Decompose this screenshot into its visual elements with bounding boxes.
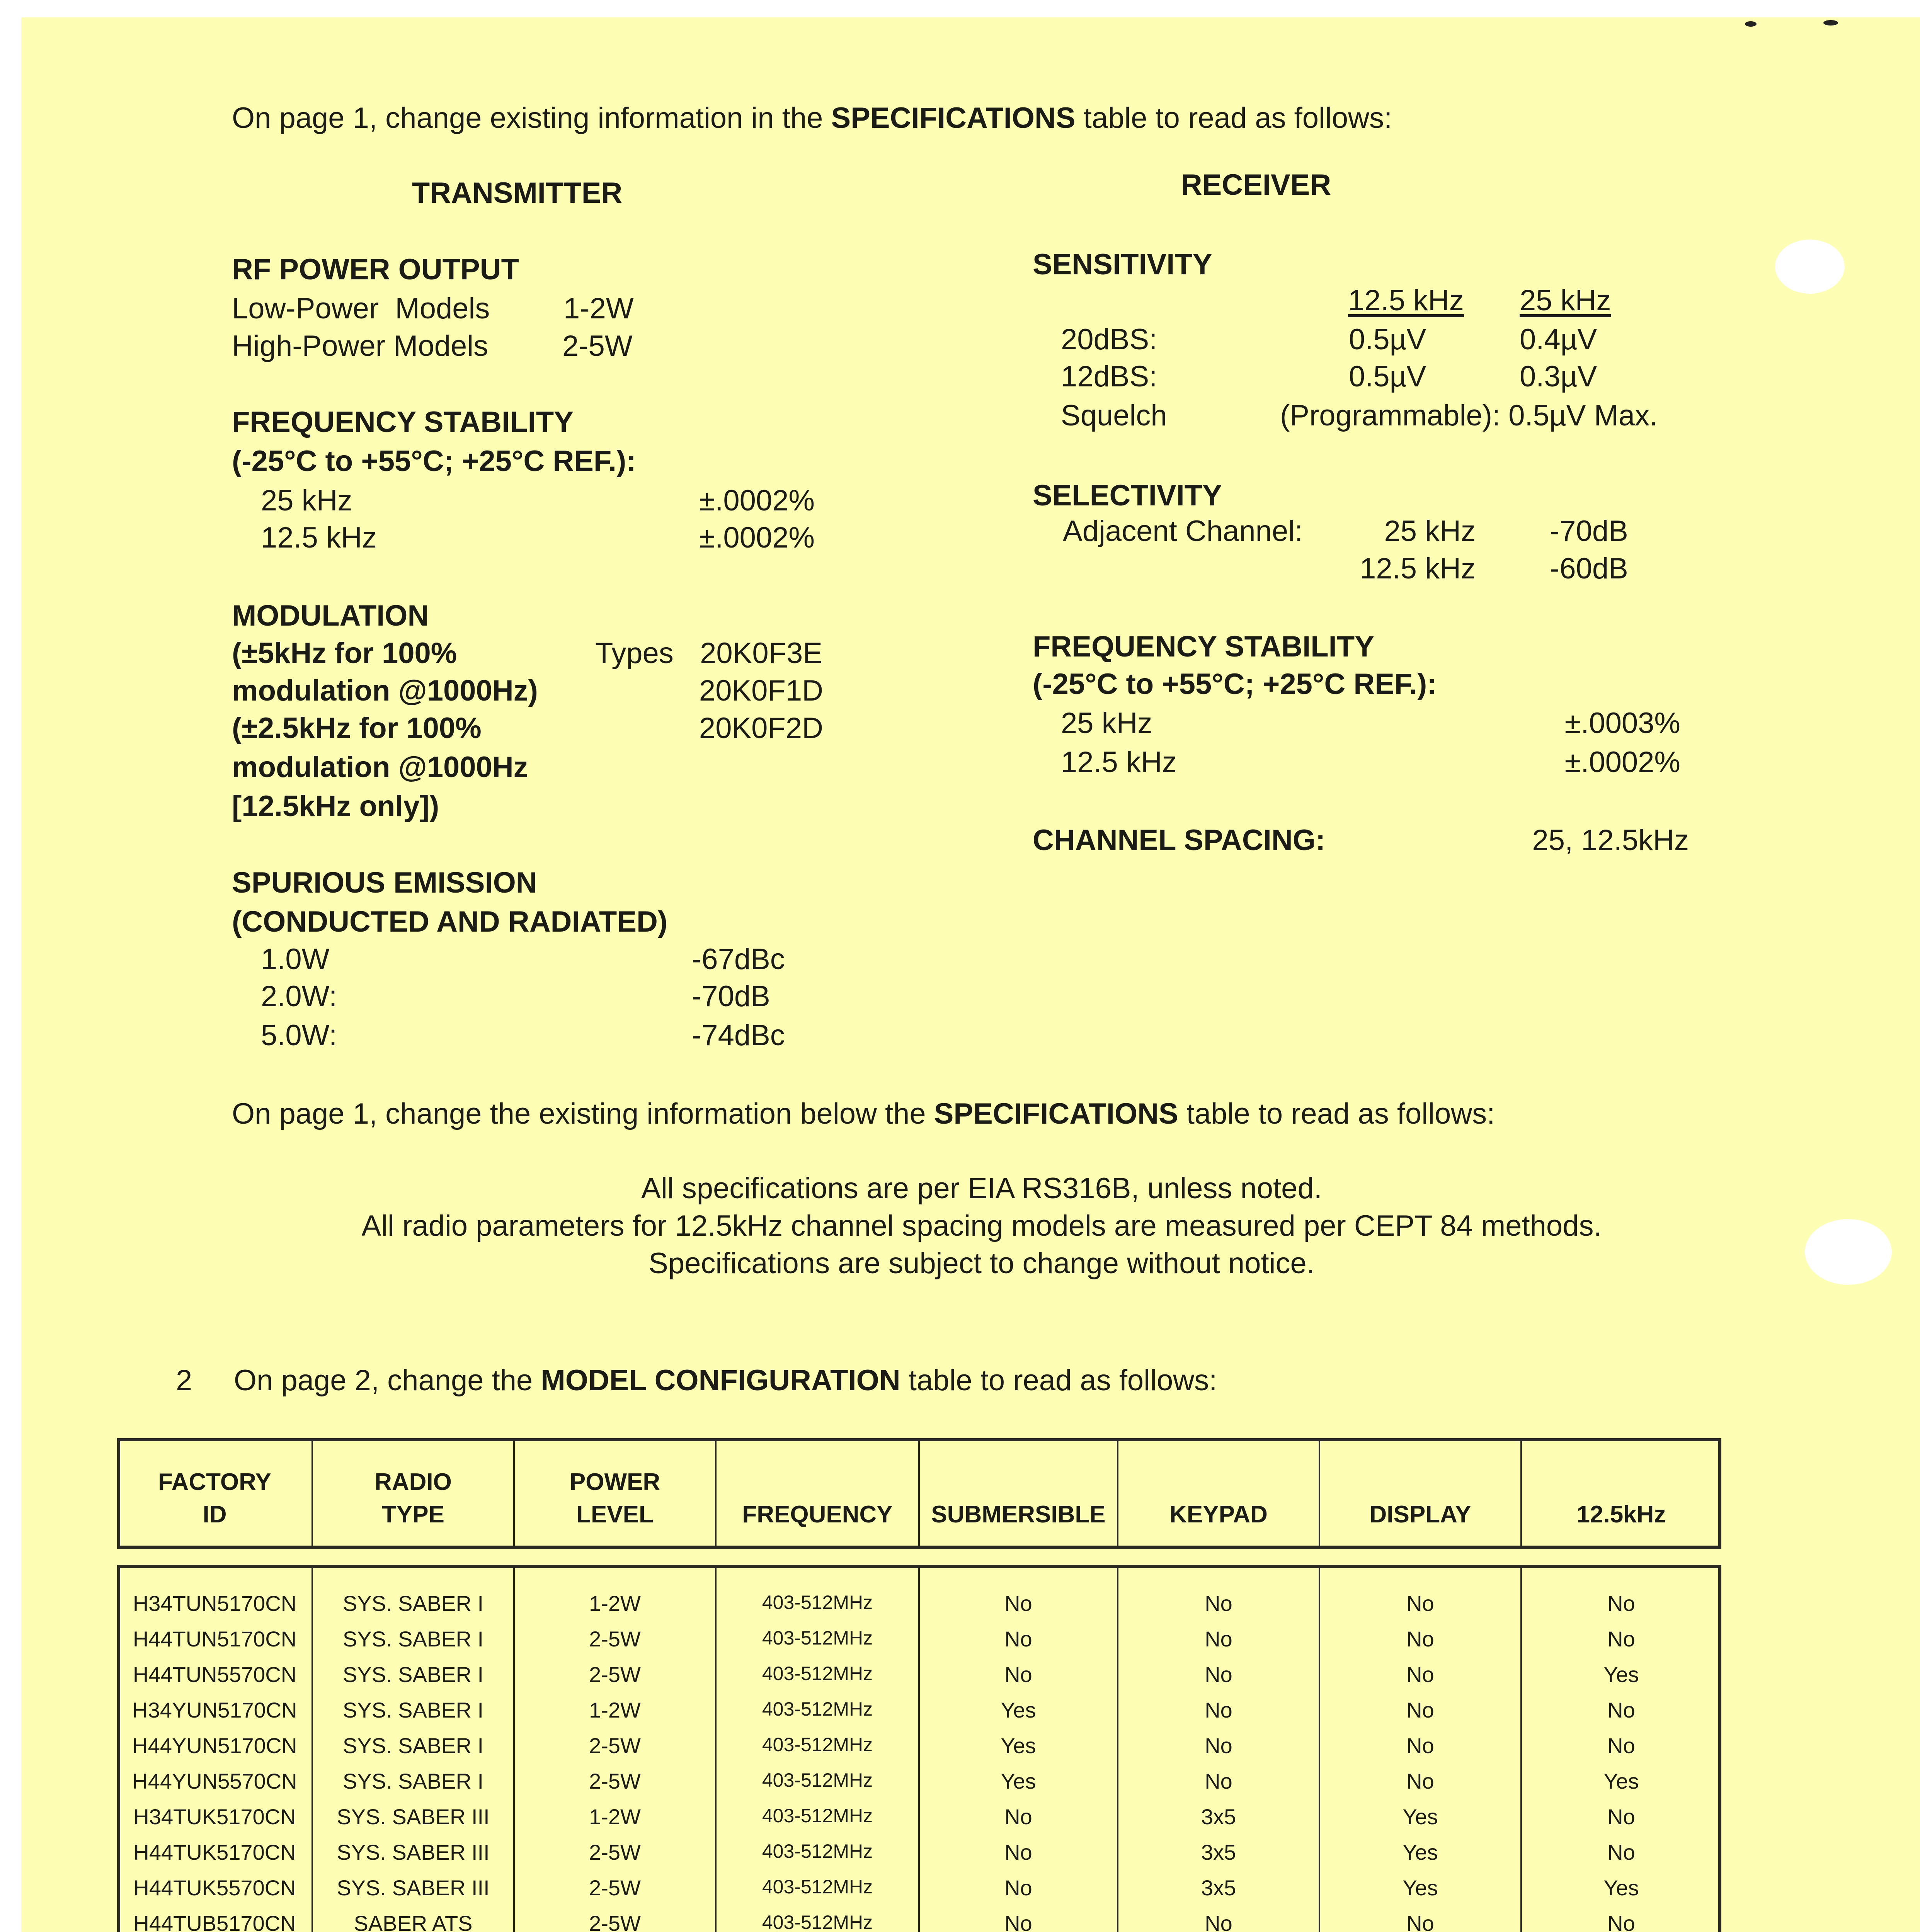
modulation-line: (±2.5kHz for 100% xyxy=(232,712,482,745)
table-cell: SYS. SABER I xyxy=(342,1733,484,1758)
table-cell: Yes xyxy=(1603,1662,1639,1687)
table-column-divider xyxy=(1117,1565,1118,1932)
spec-label: 25 kHz xyxy=(1061,707,1152,740)
table-cell: SYS. SABER I xyxy=(342,1627,484,1651)
modulation-line: modulation @1000Hz) xyxy=(232,674,538,707)
tx-frequency-stability-subtitle: (-25°C to +55°C; +25°C REF.): xyxy=(232,445,636,478)
table-cell: No xyxy=(1205,1911,1232,1932)
table-cell: Yes xyxy=(1603,1769,1639,1793)
spec-note: Specifications are subject to change without notice. xyxy=(649,1247,1315,1280)
table-column-divider xyxy=(311,1565,313,1932)
table-column-header: DISPLAY xyxy=(1369,1501,1471,1528)
table-column-header: KEYPAD xyxy=(1169,1501,1268,1528)
table-column-divider xyxy=(1117,1438,1118,1549)
table-cell: No xyxy=(1004,1876,1032,1900)
spec-label: 12dBS: xyxy=(1061,360,1157,393)
table-cell: No xyxy=(1607,1911,1635,1932)
table-cell: 2-5W xyxy=(589,1840,641,1864)
spec-label: 1.0W xyxy=(261,943,330,976)
table-column-divider xyxy=(311,1438,313,1549)
table-cell: No xyxy=(1205,1698,1232,1722)
table-cell: H44YUN5570CN xyxy=(132,1769,297,1793)
table-cell: No xyxy=(1406,1769,1434,1793)
table-column-divider xyxy=(1520,1438,1522,1549)
table-column-header: SUBMERSIBLE xyxy=(931,1501,1106,1528)
table-cell: 403-512MHz xyxy=(762,1840,873,1862)
spec-value: -70dB xyxy=(692,980,770,1013)
table-cell: Yes xyxy=(1403,1840,1438,1864)
table-cell: 403-512MHz xyxy=(762,1805,873,1827)
table-cell: 2-5W xyxy=(589,1769,641,1793)
rx-frequency-stability-subtitle: (-25°C to +55°C; +25°C REF.): xyxy=(1033,668,1437,701)
spec-label: 20dBS: xyxy=(1061,323,1157,356)
table-cell: H34TUN5170CN xyxy=(133,1591,297,1616)
modulation-type: 20K0F1D xyxy=(699,674,823,707)
modulation-line: (±5kHz for 100% xyxy=(232,637,457,670)
table-column-header: RADIO TYPE xyxy=(374,1469,452,1528)
table-cell: 2-5W xyxy=(589,1876,641,1900)
spec-value: ±.0002% xyxy=(699,484,815,517)
modulation-type: 20K0F3E xyxy=(700,637,822,670)
table-cell: H34TUK5170CN xyxy=(133,1804,296,1829)
table-cell: 2-5W xyxy=(589,1662,641,1687)
table-cell: H44TUK5570CN xyxy=(133,1876,296,1900)
modulation-line: modulation @1000Hz xyxy=(232,751,528,784)
modulation-line: [12.5kHz only]) xyxy=(232,790,439,823)
table-column-divider xyxy=(918,1438,920,1549)
table-cell: No xyxy=(1406,1911,1434,1932)
spec-value: ±.0002% xyxy=(1564,746,1680,779)
table-cell: No xyxy=(1004,1591,1032,1616)
table-cell: No xyxy=(1205,1591,1232,1616)
table-column-header: FACTORY ID xyxy=(158,1469,271,1528)
specifications-keyword: SPECIFICATIONS xyxy=(831,102,1076,134)
table-cell: No xyxy=(1205,1733,1232,1758)
table-cell: SYS. SABER I xyxy=(342,1662,484,1687)
table-cell: No xyxy=(1004,1840,1032,1864)
table-column-divider xyxy=(513,1438,515,1549)
spec-label: Adjacent Channel: xyxy=(1063,515,1303,548)
table-cell: SABER ATS xyxy=(354,1911,473,1932)
spec-note: All specifications are per EIA RS316B, unless noted. xyxy=(641,1172,1322,1205)
instruction-number: 2 xyxy=(176,1364,192,1397)
table-cell: No xyxy=(1406,1627,1434,1651)
table-cell: No xyxy=(1205,1627,1232,1651)
spec-value: 2-5W xyxy=(562,330,633,362)
table-cell: 403-512MHz xyxy=(762,1769,873,1791)
table-cell: No xyxy=(1607,1840,1635,1864)
table-cell: Yes xyxy=(1001,1698,1036,1722)
model-configuration-keyword: MODEL CONFIGURATION xyxy=(541,1364,900,1397)
spec-label: High-Power Models xyxy=(232,330,489,362)
table-cell: No xyxy=(1607,1698,1635,1722)
channel-spacing-label: CHANNEL SPACING: xyxy=(1033,824,1326,857)
binder-hole-middle xyxy=(1805,1219,1892,1285)
table-cell: 1-2W xyxy=(589,1591,641,1616)
spec-value: -74dBc xyxy=(692,1019,785,1052)
spec-value: (Programmable): 0.5µV Max. xyxy=(1280,399,1658,432)
spec-label: 2.0W: xyxy=(261,980,337,1013)
table-cell: H44TUB5170CN xyxy=(133,1911,296,1932)
spec-value: 1-2W xyxy=(563,292,634,325)
table-cell: 3x5 xyxy=(1201,1804,1236,1829)
table-cell: H44TUN5570CN xyxy=(133,1662,297,1687)
table-cell: No xyxy=(1406,1698,1434,1722)
spec-label: 12.5 kHz xyxy=(1061,746,1177,779)
spec-label: Squelch xyxy=(1061,399,1167,432)
receiver-heading: RECEIVER xyxy=(1181,168,1331,201)
table-cell: No xyxy=(1607,1591,1635,1616)
table-column-divider xyxy=(1520,1565,1522,1932)
table-cell: H34YUN5170CN xyxy=(132,1698,297,1722)
spec-note: All radio parameters for 12.5kHz channel spacing models are measured per CEPT 84 methods. xyxy=(361,1209,1602,1242)
spec-value: ±.0002% xyxy=(699,521,815,554)
spec-value: -60dB xyxy=(1550,552,1628,585)
table-column-divider xyxy=(715,1438,717,1549)
spurious-emission-title: SPURIOUS EMISSION xyxy=(232,866,537,899)
spec-value: 0.5µV xyxy=(1349,360,1426,393)
spec-value: -70dB xyxy=(1550,515,1628,548)
table-cell: No xyxy=(1004,1804,1032,1829)
table-cell: No xyxy=(1406,1662,1434,1687)
table-cell: 403-512MHz xyxy=(762,1698,873,1720)
spec-spacing: 12.5 kHz xyxy=(1360,552,1476,585)
table-cell: 403-512MHz xyxy=(762,1876,873,1898)
spec-value: 0.5µV xyxy=(1349,323,1426,356)
selectivity-title: SELECTIVITY xyxy=(1033,479,1222,512)
channel-spacing-value: 25, 12.5kHz xyxy=(1532,824,1689,857)
spec-value: 0.3µV xyxy=(1520,360,1597,393)
table-cell: 403-512MHz xyxy=(762,1734,873,1755)
instruction-below-specifications: On page 1, change the existing information below the SPECIFICATIONS table to read as follows: xyxy=(232,1097,1495,1130)
table-cell: SYS. SABER III xyxy=(337,1876,490,1900)
table-cell: 2-5W xyxy=(589,1733,641,1758)
spurious-emission-subtitle: (CONDUCTED AND RADIATED) xyxy=(232,905,668,938)
binder-hole-top xyxy=(1775,240,1845,294)
table-cell: No xyxy=(1004,1627,1032,1651)
spec-spacing: 25 kHz xyxy=(1384,515,1476,548)
table-cell: SYS. SABER I xyxy=(342,1769,484,1793)
modulation-type: 20K0F2D xyxy=(699,712,823,745)
table-cell: 1-2W xyxy=(589,1698,641,1722)
spec-label: Low-Power Models xyxy=(232,292,490,325)
table-cell: 403-512MHz xyxy=(762,1627,873,1649)
table-cell: No xyxy=(1004,1911,1032,1932)
table-cell: SYS. SABER I xyxy=(342,1698,484,1722)
table-cell: No xyxy=(1607,1627,1635,1651)
table-cell: No xyxy=(1004,1662,1032,1687)
scan-mark xyxy=(1745,21,1757,27)
table-cell: Yes xyxy=(1001,1733,1036,1758)
rf-power-output-title: RF POWER OUTPUT xyxy=(232,253,519,286)
spec-value: 0.4µV xyxy=(1520,323,1597,356)
modulation-title: MODULATION xyxy=(232,599,429,632)
table-cell: 403-512MHz xyxy=(762,1912,873,1932)
table-cell: Yes xyxy=(1001,1769,1036,1793)
table-cell: 2-5W xyxy=(589,1627,641,1651)
table-cell: H44YUN5170CN xyxy=(132,1733,297,1758)
tx-frequency-stability-title: FREQUENCY STABILITY xyxy=(232,406,574,439)
table-cell: Yes xyxy=(1603,1876,1639,1900)
spec-label: 25 kHz xyxy=(261,484,352,517)
table-cell: Yes xyxy=(1403,1804,1438,1829)
specifications-keyword: SPECIFICATIONS xyxy=(934,1097,1178,1130)
table-column-divider xyxy=(918,1565,920,1932)
table-column-divider xyxy=(1319,1438,1320,1549)
table-cell: No xyxy=(1205,1769,1232,1793)
table-cell: No xyxy=(1607,1804,1635,1829)
table-cell: 403-512MHz xyxy=(762,1592,873,1613)
table-cell: H44TUK5170CN xyxy=(133,1840,296,1864)
table-cell: Yes xyxy=(1403,1876,1438,1900)
sensitivity-col-header: 25 kHz xyxy=(1520,284,1611,317)
instruction-specifications-table: On page 1, change existing information in the SPECIFICATIONS table to read as follows: xyxy=(232,102,1392,134)
table-column-header: FREQUENCY xyxy=(742,1501,893,1528)
table-cell: 3x5 xyxy=(1201,1840,1236,1864)
table-cell: No xyxy=(1406,1733,1434,1758)
table-column-header: 12.5kHz xyxy=(1576,1501,1666,1528)
transmitter-heading: TRANSMITTER xyxy=(412,177,623,209)
scan-mark xyxy=(1823,20,1838,26)
table-cell: SYS. SABER III xyxy=(337,1840,490,1864)
sensitivity-col-header: 12.5 kHz xyxy=(1348,284,1464,317)
spec-label: 5.0W: xyxy=(261,1019,337,1052)
table-cell: No xyxy=(1607,1733,1635,1758)
spec-value: -67dBc xyxy=(692,943,785,976)
table-cell: SYS. SABER I xyxy=(342,1591,484,1616)
spec-value: ±.0003% xyxy=(1564,707,1680,740)
table-cell: 1-2W xyxy=(589,1804,641,1829)
table-cell: H44TUN5170CN xyxy=(133,1627,297,1651)
sensitivity-title: SENSITIVITY xyxy=(1033,248,1212,281)
table-column-divider xyxy=(715,1565,717,1932)
rx-frequency-stability-title: FREQUENCY STABILITY xyxy=(1033,630,1374,663)
table-cell: SYS. SABER III xyxy=(337,1804,490,1829)
spec-label: 12.5 kHz xyxy=(261,521,377,554)
instruction-model-configuration: On page 2, change the MODEL CONFIGURATION table to read as follows: xyxy=(234,1364,1217,1397)
table-cell: No xyxy=(1205,1662,1232,1687)
modulation-types-label: Types xyxy=(595,637,674,670)
table-column-header: POWER LEVEL xyxy=(569,1469,660,1528)
table-cell: No xyxy=(1406,1591,1434,1616)
table-cell: 403-512MHz xyxy=(762,1663,873,1684)
table-cell: 3x5 xyxy=(1201,1876,1236,1900)
table-cell: 2-5W xyxy=(589,1911,641,1932)
table-column-divider xyxy=(1319,1565,1320,1932)
table-column-divider xyxy=(513,1565,515,1932)
